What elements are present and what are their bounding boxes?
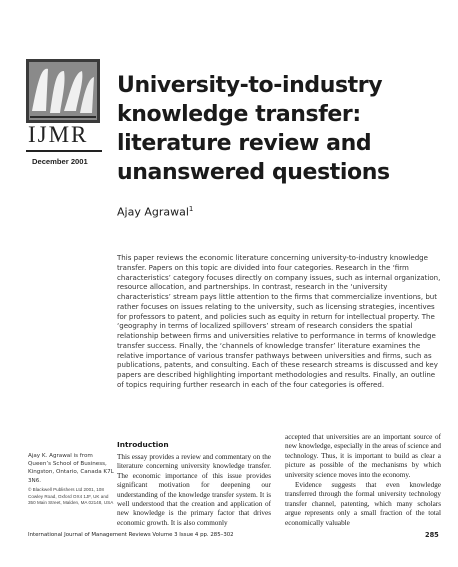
author-name: Ajay Agrawal (117, 205, 189, 219)
author-affiliation: Ajay K. Agrawal is from Queen’s School of Business, Kingston, Ontario, Canada K7L 3N6. (28, 453, 114, 484)
body-column-right (285, 433, 441, 528)
body-paragraph: Evidence suggests that even knowledge transferred through the formal university technology transfer channel, patenting, which many scholars argue represents only a small fraction of the total economically valuable (285, 481, 441, 527)
body-column-left: This essay provides a review and commentary on the literature concerning university knowledge transfer. The economic importance of this issue provides significant motivation for deepening our understanding of the knowledge transfer system. It is well understood that the creation and application of new knowledge is the primary factor that drives economic growth. It is also commonly (117, 453, 271, 527)
journal-logo-text: IJMR (28, 122, 89, 147)
footer-citation: International Journal of Management Reviews Volume 3 Issue 4 pp. 285–302 (28, 532, 234, 538)
section-heading-introduction: Introduction (117, 440, 169, 449)
issue-date: December 2001 (32, 157, 88, 166)
page-number: 285 (425, 531, 439, 539)
article-author (117, 205, 193, 219)
copyright-notice: © Blackwell Publishers Ltd 2001, 108 Cowley Road, Oxford OX4 1JF, UK and 350 Main Street, Malden, MA 02148, USA (28, 487, 114, 506)
logo-divider (26, 150, 102, 152)
author-footnote-marker: 1 (188, 205, 194, 213)
article-title: University-to-industry knowledge transfer: literature review and unanswered questions (117, 73, 390, 185)
abstract: This paper reviews the economic literature concerning university-to-industry knowledge transfer. Papers on this topic are divided into four categories. Research in the ‘firm characteristics’ category focuses directly on company issues, such as internal organization, resource allocation, and partnerships. In contrast, research in the ‘university characteristics’ stream pays little attention to the firms that commercialize inventions, but rather focuses on issues relating to the university, such as licensing strategies, incentives for professors to patent, and policies such as equity in return for intellectual property. The ‘geography in terms of localized spillovers’ stream of research considers the spatial relationship between firms and universities relative to performance in terms of knowledge transfer success. Finally, the ‘channels of knowledge transfer’ literature examines the relative importance of various transfer pathways between universities and firms, such as publications, patents, and consulting. Each of these research streams is discussed and key papers are described highlighting important methodologies and results. Finally, an outline of topics requiring further research in each of the four categories is offered. (117, 253, 441, 389)
journal-logo-script-mark (26, 59, 100, 123)
body-paragraph: accepted that universities are an important source of new knowledge, especially in the areas of science and technology. Thus, it is important to build as clear a picture as possible of the mechanisms by which university science moves into the economy. (285, 433, 441, 479)
